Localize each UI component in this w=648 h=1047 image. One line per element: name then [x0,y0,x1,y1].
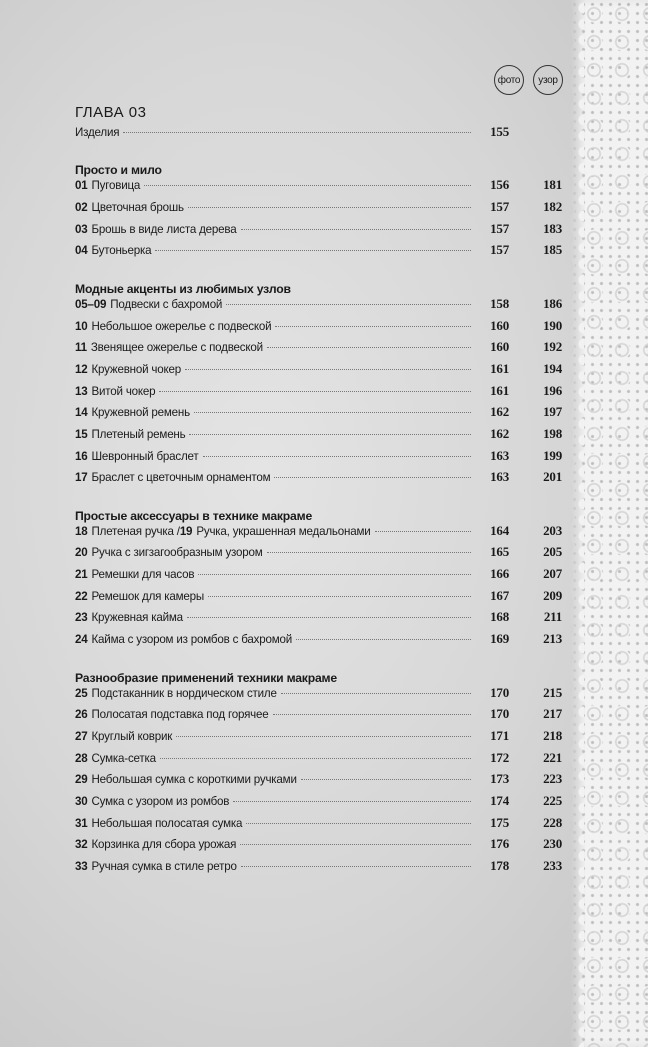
entry-title: Корзинка для сбора урожая [91,838,237,852]
entry-number: 15 [75,427,88,441]
entry-title: Ремешки для часов [91,568,195,582]
photo-page-number: 169 [490,631,509,647]
section-title: Простые аксессуары в технике макраме [75,508,313,523]
dot-leader [159,390,471,392]
entry-number: 02 [75,201,88,215]
pattern-page-number: 215 [543,684,562,700]
toc-entry-row [75,815,562,837]
entry-title: Подстаканник в нордическом стиле [91,686,277,700]
entry-title: Шевронный браслет [91,449,199,463]
toc-entry-row [75,771,562,793]
dot-leader [144,184,471,186]
entry-title: Витой чокер [91,384,156,398]
toc-entry-row [75,588,562,610]
entry-title: Плетеная ручка / [91,524,180,538]
toc-entry-row [75,242,562,264]
toc-entry-row [75,631,562,653]
entry-title: Кайма с узором из ромбов с бахромой [91,633,292,647]
entry-number: 22 [75,589,88,603]
dot-leader [281,692,471,694]
toc-entry-row [75,706,562,728]
dot-leader [187,616,471,618]
entry-number: 12 [75,362,88,376]
photo-page-number: 161 [490,360,509,376]
entry-number: 25 [75,686,88,700]
dot-leader [226,303,471,305]
pattern-page-number: 205 [543,544,562,560]
entry-number: 14 [75,406,88,420]
toc-entry-row [75,750,562,772]
pattern-page-number: 186 [543,295,562,311]
toc-entry-row [75,426,562,448]
photo-page-number: 166 [490,566,509,582]
pattern-page-number: 217 [543,706,562,722]
entry-number: 17 [75,471,88,485]
entry-title: Небольшая сумка с короткими ручками [91,773,297,787]
section-title: Разнообразие применений техники макраме [75,670,337,685]
photo-page-number: 160 [490,339,509,355]
intro-title: Изделия [75,126,120,139]
column-headers [494,65,563,95]
toc-entry-row [75,361,562,383]
toc-entry-row [75,836,562,858]
dot-leader [241,865,471,867]
pattern-page-number: 199 [543,447,562,463]
dot-leader [160,757,471,759]
entry-number: 24 [75,633,88,647]
entry-title: Кружевной чокер [91,362,181,376]
intro-row [75,124,562,146]
toc-entry-row [75,448,562,470]
entry-number: 01 [75,179,88,193]
pattern-page-number: 228 [543,814,562,830]
entry-number: 13 [75,384,88,398]
photo-page-number: 162 [490,425,509,441]
pattern-page-number: 233 [543,858,562,873]
entry-title: Сумка-сетка [91,751,156,765]
pattern-page-number: 197 [543,404,562,420]
toc-entry-row [75,523,562,545]
pattern-page-number: 218 [543,727,562,743]
entry-title: Плетеный ремень [91,427,186,441]
entry-title: Подвески с бахромой [110,297,223,311]
entry-number: 27 [75,729,88,743]
photo-page-number: 163 [490,469,509,485]
toc-entry-row [75,469,562,491]
pattern-page-number: 181 [543,177,562,193]
photo-page-number: 162 [490,404,509,420]
entry-title: Брошь в виде листа дерева [91,222,237,236]
pattern-page-number: 190 [543,317,562,333]
dot-leader [296,638,471,640]
entry-number: 05–09 [75,297,107,311]
toc-entry-row [75,685,562,707]
lace-scalloped-edge [570,0,584,1047]
photo-page-number: 175 [490,814,509,830]
photo-page-number: 156 [490,177,509,193]
entry-title: Ремешок для камеры [91,589,205,603]
pattern-page-number: 223 [543,771,562,787]
dot-leader [267,346,471,348]
photo-page-number: 158 [490,295,509,311]
photo-page-number: 176 [490,836,509,852]
toc-entry-row [75,858,562,880]
entry-number: 03 [75,222,88,236]
entry-number: 11 [75,341,87,355]
chapter-title: ГЛАВА 03 [75,104,147,121]
entry-title: Бутоньерка [91,244,152,258]
entry-number: 30 [75,794,88,808]
photo-page-number: 165 [490,544,509,560]
toc-entry-row [75,318,562,340]
entry-number: 10 [75,319,88,333]
entry-title: Цветочная брошь [91,201,184,215]
toc-entry-row [75,404,562,426]
photo-column-badge: фото [494,65,524,95]
dot-leader [274,476,471,478]
entry-number: 26 [75,708,88,722]
pattern-page-number: 225 [543,792,562,808]
photo-page-number: 163 [490,447,509,463]
pattern-page-number: 207 [543,566,562,582]
dot-leader [189,433,471,435]
photo-page-number: 173 [490,771,509,787]
toc-entry-row [75,383,562,405]
photo-page-number: 174 [490,792,509,808]
dot-leader [155,249,471,251]
photo-page-number: 160 [490,317,509,333]
entry-number: 29 [75,773,88,787]
entry-title: Кружевная кайма [91,611,183,625]
toc-entry-row [75,728,562,750]
pattern-page-number: 194 [543,360,562,376]
pattern-page-number: 196 [543,382,562,398]
pattern-page-number: 213 [543,631,562,647]
entry-title: Ручка, украшенная медальонами [196,524,371,538]
entry-number: 04 [75,244,88,258]
toc-entry-row [75,566,562,588]
photo-page-number: 157 [490,199,509,215]
dot-leader [233,800,471,802]
photo-page-number: 164 [490,522,509,538]
dot-leader [123,131,471,133]
dot-leader [185,368,471,370]
toc-entry-row [75,793,562,815]
dot-leader [240,843,471,845]
entry-title: Звенящее ожерелье с подвеской [90,341,263,355]
entry-title: Небольшая полосатая сумка [91,816,243,830]
entry-number: 16 [75,449,88,463]
photo-page-number: 157 [490,242,509,258]
pattern-page-number: 198 [543,425,562,441]
table-of-contents [75,124,562,880]
photo-page-number: 157 [490,220,509,236]
photo-page-number: 161 [490,382,509,398]
pattern-page-number: 211 [543,609,562,625]
photo-page-number: 178 [490,858,509,873]
entry-title: Круглый коврик [91,729,173,743]
pattern-page-number: 185 [543,242,562,258]
dot-leader [267,551,471,553]
dot-leader [188,206,471,208]
dot-leader [375,530,472,532]
entry-title: Небольшое ожерелье с подвеской [91,319,272,333]
pattern-page-number: 201 [543,469,562,485]
pattern-page-number: 182 [543,199,562,215]
toc-entry-row [75,296,562,318]
pattern-page-number: 221 [543,749,562,765]
entry-number: 18 [75,524,88,538]
pattern-column-badge: узор [533,65,563,95]
entry-title: Пуговица [91,179,141,193]
entry-number: 32 [75,838,88,852]
photo-page-number: 171 [490,727,509,743]
pattern-page-number: 183 [543,220,562,236]
dot-leader [301,778,471,780]
dot-leader [198,573,471,575]
entry-number: 19 [179,524,193,538]
toc-entry-row [75,221,562,243]
entry-title: Кружевной ремень [91,406,190,420]
entry-number: 21 [75,568,88,582]
entry-title: Полосатая подставка под горячее [91,708,269,722]
toc-entry-row [75,544,562,566]
entry-number: 23 [75,611,88,625]
photo-page-number: 167 [490,587,509,603]
intro-photo-page: 155 [490,124,509,139]
entry-number: 28 [75,751,88,765]
dot-leader [203,455,471,457]
dot-leader [194,411,471,413]
entry-number: 33 [75,860,88,873]
entry-number: 31 [75,816,88,830]
entry-title: Ручная сумка в стиле ретро [91,860,237,873]
photo-page-number: 170 [490,706,509,722]
pattern-page-number: 209 [543,587,562,603]
dot-leader [241,228,472,230]
dot-leader [176,735,471,737]
dot-leader [246,822,471,824]
dot-leader [273,713,471,715]
toc-entry-row [75,339,562,361]
dot-leader [275,325,471,327]
toc-entry-row [75,609,562,631]
entry-number: 20 [75,546,88,560]
pattern-page-number: 230 [543,836,562,852]
entry-title: Сумка с узором из ромбов [91,794,230,808]
pattern-page-number: 192 [543,339,562,355]
entry-title: Ручка с зигзагообразным узором [91,546,263,560]
photo-page-number: 172 [490,749,509,765]
entry-title: Браслет с цветочным орнаментом [91,471,271,485]
section-title: Просто и мило [75,163,162,178]
pattern-page-number: 203 [543,522,562,538]
photo-page-number: 168 [490,609,509,625]
photo-page-number: 170 [490,684,509,700]
toc-entry-row [75,199,562,221]
dot-leader [208,595,471,597]
section-title: Модные акценты из любимых узлов [75,281,291,296]
toc-entry-row [75,177,562,199]
